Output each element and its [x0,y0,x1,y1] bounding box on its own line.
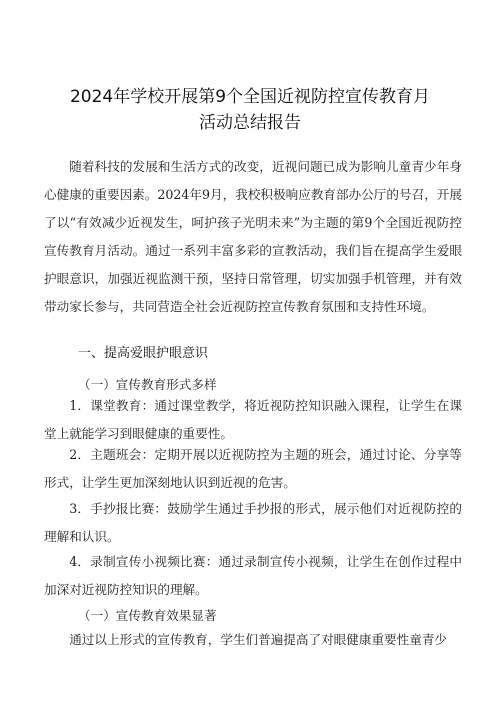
intro-paragraph: 随着科技的发展和生活方式的改变，近视问题已成为影响儿童青少年身心健康的重要因素。2024年9月，我校积极响应教育部办公厅的号召，开展了以“有效减少近视发生，呵护孩子光明未来”为主题的第9个全国近视防控宣传教育月活动。通过一系列丰富多彩的宣教活动，我们旨在提高学生爱眼护眼意识，加强近视监测干预，坚持日常管理，切实加强手机管理，并有效带动家长参与，共同营造全社会近视防控宣传教育氛围和支持性环境。 [44,159,462,314]
list-item-classroom-education: 1．课堂教育：通过课堂教学，将近视防控知识融入课程，让学生在课堂上就能学习到眼健康的重要性。 [44,398,462,441]
document-title-line-1: 2024年学校开展第9个全国近视防控宣传教育月 [69,87,431,107]
subsection-heading-1: （一）宣传教育形式多样 [78,377,217,392]
subsection-heading-2: （一）宣传教育效果显著 [78,608,217,623]
list-item-video-competition: 4．录制宣传小视频比赛：通过录制宣传小视频，让学生在创作过程中加深对近视防控知识的理解。 [44,554,462,597]
closing-paragraph: 通过以上形式的宣传教育，学生们普遍提高了对眼健康重要性童青少 [69,632,447,647]
section-heading-1: 一、提高爱眼护眼意识 [78,346,209,361]
document-title-line-2: 活动总结报告 [199,113,301,133]
list-item-theme-class-meeting: 2．主题班会：定期开展以近视防控为主题的班会，通过讨论、分享等形式，让学生更加深刻地认识到近视的危害。 [44,447,462,490]
list-item-handwritten-newspaper: 3．手抄报比赛：鼓励学生通过手抄报的形式，展示他们对近视防控的理解和认识。 [44,501,462,544]
